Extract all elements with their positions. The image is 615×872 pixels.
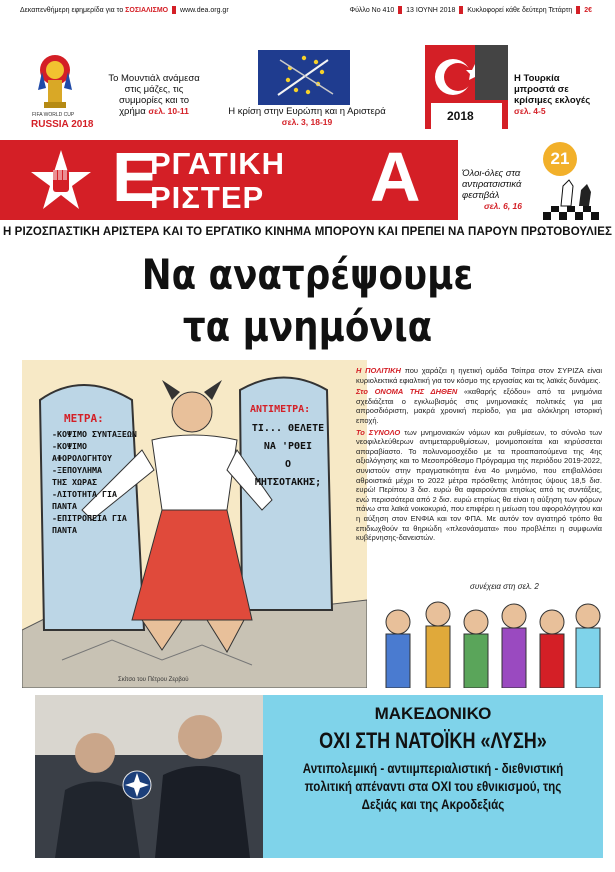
- teaser-world-cup-ref: σελ. 10-11: [148, 106, 189, 116]
- cartoon-crowd: [368, 592, 603, 688]
- article-p3-body: των μνημονιακών νόμων και ρυθμίσεων, το σύνολο των νεοφιλελεύθερων αντιμεταρρυθμίσεων, μονιμοποιείται και κηρύσσεται απαραβίαστο. Το πολυνομοσχέδιο με τα προαπαιτούμενα της 4ης αξιολόγησης και το Μεσοπρόθεσμο Πρόγραμμα της περιόδου 2019-2022, συνιστούν στην πραγματικότητα ένα 4ο μνημόνιο, που επιβαλλόσει αθροιστικά μέχρι το 2022 μέτρα πρόσθετης λιτότητας ύψους 18,5 δισ. ευρώ! Περίπου 3 δισ. ευρώ θα αφαιρούνται ετησίως από τις συντάξεις, ενώ περισσότερα από 2 δισ. ευρώ ετησίως θα είναι η αύξηση των φόρων πάνω στα λαϊκά νοικοκυριά, που επιφέρει η μείωση του αφορολόγητου και η αύξηση στον ΕΝΦΙΑ και τον ΦΠΑ. Με αυτόν τον αγιατηρό τρόπο θα επιδιωχθούν τα θηριώδη «πλεονάσματα» που προβλέπει η συμφωνία κυβέρνησης-δανειστών.: [356, 427, 602, 543]
- world-cup-trophy-icon: [28, 50, 82, 120]
- cartoon-left-line: ΠΑΝΤΑ: [52, 525, 77, 535]
- cartoon-left-line: ΤΗΣ ΧΩΡΑΣ: [52, 477, 97, 487]
- festival-ref: σελ. 6, 16: [483, 201, 523, 211]
- star-fist-logo: [30, 148, 92, 212]
- bottom-headline: ΟΧΙ ΣΤΗ ΝΑΤΟΪΚΗ «ΛΥΣΗ»: [319, 728, 547, 753]
- teaser-world-cup-text: Το Μουντιάλ ανάμεσα στις μάζες, τις συμμορίες και το χρήμα: [108, 73, 200, 117]
- leaders-photo: [35, 695, 263, 858]
- cartoon-left-line: -ΞΕΠΟΥΛΗΜΑ: [52, 465, 102, 475]
- teaser-turkey-ref: σελ. 4-5: [514, 106, 546, 116]
- article-p3-lead: Το ΣΥΝΟΛΟ: [356, 427, 401, 437]
- strip-separator: [398, 6, 402, 14]
- sub-headline: Η ΡΙΖΟΣΠΑΣΤΙΚΗ ΑΡΙΣΤΕΡΑ ΚΑΙ ΤΟ ΕΡΓΑΤΙΚΟ ΚΙΝΗΜΑ ΜΠΟΡΟΥΝ ΚΑΙ ΠΡΕΠΕΙ ΝΑ ΠΑΡΟΥΝ ΠΡΩΤΟΒΟΥΛΙΕΣ: [2, 226, 612, 238]
- world-cup-logo-caption: FIFA WORLD CUP: [32, 112, 75, 118]
- article-paragraph: [356, 428, 602, 543]
- strip-tagline: Δεκαπενθήμερη εφημερίδα για το: [20, 7, 124, 14]
- article-p1-lead: Η ΠΟΛΙΤΙΚΗ: [356, 366, 401, 375]
- bottom-photo: [35, 695, 263, 858]
- cartoon-right-lines: [248, 420, 328, 492]
- article-p1-body: που χαράζει η ηγετική ομάδα Τσίπρα στον ΣΥΡΙΖΑ είναι κυριολεκτικά εφιαλτική για τον κόσμο της εργασίας και τις λαϊκές δυνάμεις.: [356, 366, 602, 385]
- teaser-eu-text: Η κρίση στην Ευρώπη και η Αριστερά: [228, 106, 386, 117]
- cartoon-left-title: ΜΕΤΡΑ:: [64, 412, 104, 425]
- issue-schedule: Κυκλοφορεί κάθε δεύτερη Τετάρτη: [467, 7, 573, 14]
- article-continued-link[interactable]: συνέχεια στη σελ. 2: [470, 582, 539, 591]
- cartoon-left-lines: [52, 428, 144, 536]
- headline-line1: Να ανατρέψουμε: [141, 250, 474, 299]
- teaser-turkey-text: Η Τουρκία μπροστά σε κρίσιμες εκλογές: [514, 73, 591, 106]
- festival-teaser[interactable]: [462, 168, 544, 212]
- strip-issue-info: [350, 5, 592, 17]
- world-cup-logo: [28, 50, 94, 136]
- masthead-line2: ΡΙΣΤΕΡ: [150, 180, 265, 215]
- festival-text: Όλοι-όλες στα αντιρατσιστικά φεστιβάλ: [462, 168, 522, 201]
- turkey-image-year: 2018: [447, 109, 474, 123]
- cartoon-right-line: ΝΑ 'ΡΘΕΙ: [263, 441, 313, 452]
- top-info-strip: [20, 5, 600, 17]
- issue-number: Φύλλο Νο 410: [349, 7, 395, 14]
- article-paragraph: [356, 387, 602, 425]
- strip-separator: [459, 6, 463, 14]
- teaser-turkey[interactable]: [514, 73, 594, 117]
- teaser-eu-ref: σελ. 3, 18-19: [281, 117, 333, 127]
- crowd-drawing: [368, 592, 603, 688]
- red-star-fist-icon: [30, 148, 92, 212]
- chess-pieces-icon: [543, 172, 609, 220]
- cartoon-right-line: Ο: [284, 459, 292, 470]
- teaser-world-cup[interactable]: [108, 73, 200, 117]
- cartoon-left-line: -ΚΟΨΙΜΟ ΣΥΝΤΑΞΕΩΝ: [52, 429, 137, 439]
- cartoon-right-line: ΜΗΤΣΟΤΑΚΗΣ;: [254, 477, 322, 488]
- article-p2-body: «καθαρής εξόδου» από τα μνημόνια σχεδιάζεται ο εγκλωβισμός στις μνημονιακές πολιτικές για μια απροσδιόριστη, μακρά χρονική περίοδο, για μια ολόκληρη ιστορική εποχή.: [356, 387, 603, 425]
- masthead-big-e: Ε: [112, 138, 159, 216]
- cartoon-credit: Σκίτσο του Πέτρου Ζερβού: [118, 677, 189, 683]
- eu-flag-image: [258, 50, 350, 105]
- strip-brand: ΣΟΣΙΑΛΙΣΜΟ: [125, 7, 169, 14]
- festival-graphic: [543, 142, 609, 220]
- issue-price: 2€: [584, 7, 592, 14]
- cartoon-illustration: [22, 360, 367, 688]
- cartoon-right-line: ΤΙ... ΘΕΛΕΤΕ: [251, 423, 325, 434]
- article-p2-lead: Στο ΟΝΟΜΑ ΤΗΣ ΔΗΘΕΝ: [356, 387, 458, 397]
- masthead-big-a: Α: [370, 138, 421, 216]
- world-cup-logo-year: RUSSIA 2018: [31, 119, 94, 130]
- cartoon-left-line: -ΕΠΙΤΡΟΠΕΙΑ ΓΙΑ: [52, 513, 127, 523]
- article-paragraph: [356, 366, 602, 385]
- strip-url[interactable]: www.dea.org.gr: [180, 7, 229, 14]
- masthead-line1: ΡΓΑΤΙΚΗ: [150, 146, 286, 181]
- turkey-election-image: [425, 45, 508, 129]
- bottom-subheadline: Αντιπολεμική - αντιιμπεριαλιστική - διεθνιστική πολιτική απέναντι στα ΟΧΙ του εθνικισμού, της Δεξιάς και της Ακροδεξιάς: [302, 761, 564, 812]
- cartoon-left-line: -ΚΟΨΙΜΟ ΑΦΟΡΟΛΟΓΗΤΟΥ: [52, 441, 112, 463]
- festival-anniversary-badge: 21: [543, 142, 577, 176]
- lead-article: [356, 366, 602, 545]
- strip-separator: [576, 6, 580, 14]
- teaser-eu-crisis[interactable]: [212, 106, 402, 128]
- eu-stars-icon: [258, 50, 350, 105]
- issue-date: 13 ΙΟΥΝΗ 2018: [406, 7, 456, 14]
- cartoon-left-line: -ΛΙΤΟΤΗΤΑ ΓΙΑ ΠΑΝΤΑ: [52, 489, 117, 511]
- bottom-kicker: ΜΑΚΕΔΟΝΙΚΟ: [374, 704, 492, 723]
- strip-separator: [172, 6, 176, 14]
- headline-line2: τα μνημόνια: [182, 302, 433, 351]
- cartoon-right-title: ΑΝΤΙΜΕΤΡΑ:: [250, 404, 311, 415]
